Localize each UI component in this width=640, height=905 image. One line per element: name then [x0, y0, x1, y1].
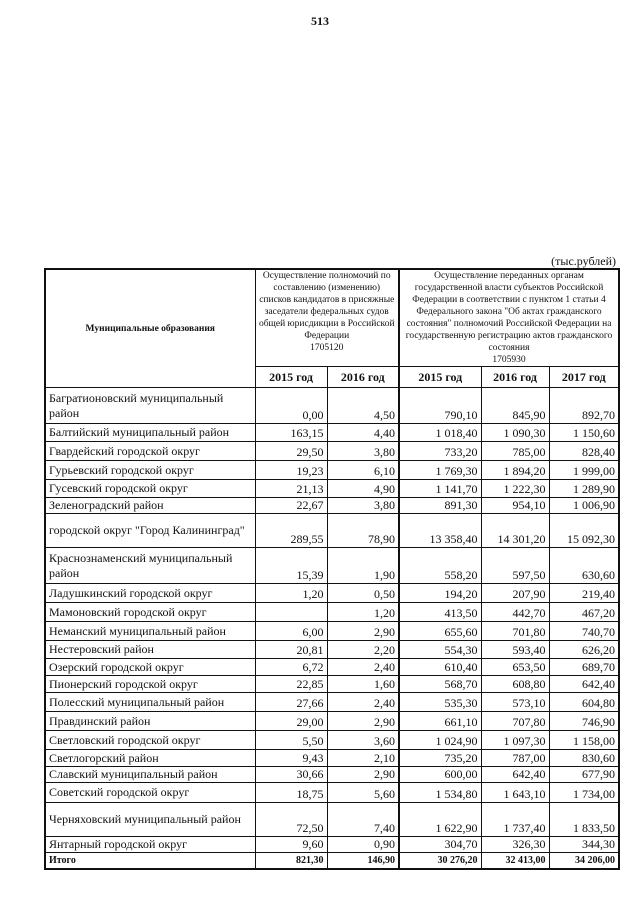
table-row [45, 676, 619, 693]
value-cell: 3,80 [327, 498, 399, 514]
value-cell: 22,67 [255, 498, 327, 514]
municipality-name: Полесский муниципальный район [45, 693, 255, 712]
value-cell: 1 006,90 [549, 498, 619, 514]
value-cell: 746,90 [549, 712, 619, 731]
table-row [45, 461, 619, 480]
value-cell: 1 289,90 [549, 480, 619, 498]
table-row [45, 388, 619, 424]
total-value-cell: 821,30 [255, 853, 327, 870]
value-cell: 18,75 [255, 783, 327, 803]
value-cell: 1 097,30 [481, 731, 549, 750]
value-cell: 653,50 [481, 659, 549, 676]
value-cell: 845,90 [481, 388, 549, 424]
value-cell: 787,00 [481, 750, 549, 767]
table-row [45, 584, 619, 603]
value-cell: 7,40 [327, 803, 399, 837]
value-cell: 194,20 [399, 584, 481, 603]
municipality-name: Янтарный городской округ [45, 837, 255, 853]
value-cell: 642,40 [481, 767, 549, 783]
value-cell: 2,90 [327, 622, 399, 641]
value-cell: 0,00 [255, 388, 327, 424]
group-2-code: 1705930 [492, 355, 526, 365]
table-row [45, 693, 619, 712]
value-cell: 4,40 [327, 424, 399, 442]
value-cell: 1 018,40 [399, 424, 481, 442]
value-cell: 22,85 [255, 676, 327, 693]
value-cell: 1 894,20 [481, 461, 549, 480]
value-cell: 630,60 [549, 548, 619, 584]
municipality-name: Ладушкинский городской округ [45, 584, 255, 603]
value-cell: 535,30 [399, 693, 481, 712]
total-value-cell: 30 276,20 [399, 853, 481, 870]
value-cell: 626,20 [549, 641, 619, 659]
value-cell: 1 150,60 [549, 424, 619, 442]
value-cell: 5,60 [327, 783, 399, 803]
table-row [45, 498, 619, 514]
total-row [45, 853, 619, 870]
value-cell: 6,72 [255, 659, 327, 676]
header-group-1 [255, 269, 399, 367]
municipality-name: Светлогорский район [45, 750, 255, 767]
municipality-name: Багратионовский муниципальный район [45, 388, 255, 424]
value-cell: 72,50 [255, 803, 327, 837]
value-cell: 21,13 [255, 480, 327, 498]
municipality-name: Правдинский район [45, 712, 255, 731]
page-number: 513 [311, 14, 329, 28]
budget-table [44, 268, 620, 870]
value-cell: 19,23 [255, 461, 327, 480]
value-cell: 15,39 [255, 548, 327, 584]
value-cell: 15 092,30 [549, 514, 619, 548]
value-cell: 2,10 [327, 750, 399, 767]
table-row [45, 712, 619, 731]
municipality-name: Гусевский городской округ [45, 480, 255, 498]
value-cell: 735,20 [399, 750, 481, 767]
value-cell: 707,80 [481, 712, 549, 731]
value-cell: 828,40 [549, 442, 619, 461]
value-cell: 604,80 [549, 693, 619, 712]
value-cell: 2,40 [327, 659, 399, 676]
value-cell: 304,70 [399, 837, 481, 853]
value-cell: 790,10 [399, 388, 481, 424]
value-cell: 573,10 [481, 693, 549, 712]
municipality-name: Черняховский муниципальный район [45, 803, 255, 837]
value-cell: 600,00 [399, 767, 481, 783]
year-header: 2015 год [255, 367, 327, 388]
municipality-name: Озерский городской округ [45, 659, 255, 676]
total-label: Итого [45, 853, 255, 870]
value-cell: 689,70 [549, 659, 619, 676]
total-value-cell: 146,90 [327, 853, 399, 870]
table-row [45, 548, 619, 584]
value-cell: 740,70 [549, 622, 619, 641]
value-cell: 1,20 [327, 603, 399, 622]
value-cell: 1 622,90 [399, 803, 481, 837]
value-cell: 2,90 [327, 767, 399, 783]
header-municipal: Муниципальные образования [45, 269, 255, 388]
table-row [45, 514, 619, 548]
municipality-name: Гвардейский городской округ [45, 442, 255, 461]
value-cell: 29,50 [255, 442, 327, 461]
value-cell: 14 301,20 [481, 514, 549, 548]
value-cell: 1 643,10 [481, 783, 549, 803]
municipality-name: Краснознаменский муниципальный район [45, 548, 255, 584]
year-header: 2016 год [481, 367, 549, 388]
value-cell: 29,00 [255, 712, 327, 731]
value-cell: 1,90 [327, 548, 399, 584]
value-cell: 6,10 [327, 461, 399, 480]
units-note: (тыс.рублей) [551, 254, 616, 268]
table-row [45, 731, 619, 750]
value-cell: 207,90 [481, 584, 549, 603]
value-cell: 1 024,90 [399, 731, 481, 750]
year-header: 2017 год [549, 367, 619, 388]
municipality-name: Зеленоградский район [45, 498, 255, 514]
value-cell: 1 999,00 [549, 461, 619, 480]
value-cell: 1,60 [327, 676, 399, 693]
value-cell: 1,20 [255, 584, 327, 603]
value-cell: 1 734,00 [549, 783, 619, 803]
municipality-name: Балтийский муниципальный район [45, 424, 255, 442]
municipality-name: Советский городской округ [45, 783, 255, 803]
value-cell: 0,50 [327, 584, 399, 603]
value-cell: 6,00 [255, 622, 327, 641]
municipality-name: Нестеровский район [45, 641, 255, 659]
value-cell: 892,70 [549, 388, 619, 424]
value-cell: 219,40 [549, 584, 619, 603]
value-cell: 13 358,40 [399, 514, 481, 548]
municipality-name: Светловский городской округ [45, 731, 255, 750]
value-cell: 1 222,30 [481, 480, 549, 498]
value-cell: 597,50 [481, 548, 549, 584]
value-cell: 1 158,00 [549, 731, 619, 750]
header-row-groups [45, 269, 619, 367]
value-cell: 701,80 [481, 622, 549, 641]
value-cell: 785,00 [481, 442, 549, 461]
value-cell: 1 737,40 [481, 803, 549, 837]
value-cell: 0,90 [327, 837, 399, 853]
value-cell: 677,90 [549, 767, 619, 783]
value-cell: 642,40 [549, 676, 619, 693]
table-row [45, 442, 619, 461]
table-row [45, 750, 619, 767]
value-cell: 3,60 [327, 731, 399, 750]
value-cell: 2,40 [327, 693, 399, 712]
value-cell: 289,55 [255, 514, 327, 548]
table-row [45, 424, 619, 442]
value-cell: 661,10 [399, 712, 481, 731]
value-cell: 442,70 [481, 603, 549, 622]
value-cell: 78,90 [327, 514, 399, 548]
value-cell: 4,50 [327, 388, 399, 424]
value-cell: 1 090,30 [481, 424, 549, 442]
municipality-name: Мамоновский городской округ [45, 603, 255, 622]
table-row [45, 803, 619, 837]
value-cell: 344,30 [549, 837, 619, 853]
value-cell: 326,30 [481, 837, 549, 853]
table-row [45, 783, 619, 803]
table-row [45, 622, 619, 641]
municipality-name: Пионерский городской округ [45, 676, 255, 693]
value-cell: 891,30 [399, 498, 481, 514]
year-header: 2015 год [399, 367, 481, 388]
table-row [45, 659, 619, 676]
group-1-title: Осуществление полномочий по составлению (изменению) списков кандидатов в присяжные заседатели федеральных судов общей юрисдикции в Российской Федерации [258, 271, 395, 341]
value-cell: 593,40 [481, 641, 549, 659]
municipality-name: Славский муниципальный район [45, 767, 255, 783]
table-body [45, 388, 619, 870]
municipality-name: Гурьевский городской округ [45, 461, 255, 480]
value-cell: 27,66 [255, 693, 327, 712]
value-cell: 3,80 [327, 442, 399, 461]
municipality-name: Неманский муниципальный район [45, 622, 255, 641]
value-cell: 1 769,30 [399, 461, 481, 480]
value-cell: 9,43 [255, 750, 327, 767]
value-cell: 733,20 [399, 442, 481, 461]
value-cell: 2,90 [327, 712, 399, 731]
value-cell: 30,66 [255, 767, 327, 783]
table-row [45, 641, 619, 659]
value-cell: 558,20 [399, 548, 481, 584]
table-row [45, 480, 619, 498]
group-1-code: 1705120 [310, 343, 344, 353]
value-cell: 1 534,80 [399, 783, 481, 803]
value-cell: 1 141,70 [399, 480, 481, 498]
table-row [45, 603, 619, 622]
value-cell: 2,20 [327, 641, 399, 659]
table-row [45, 767, 619, 783]
value-cell: 610,40 [399, 659, 481, 676]
group-2-title: Осуществление переданных органам государственной власти субъектов Российской Федерации в соответствии с пунктом 1 статьи 4 Федерального закона "Об актах гражданского состояния" полномочий Российской Федерации на государственную регистрацию актов гражданского состояния [405, 271, 613, 353]
value-cell: 9,60 [255, 837, 327, 853]
value-cell: 568,70 [399, 676, 481, 693]
value-cell [255, 603, 327, 622]
value-cell: 608,80 [481, 676, 549, 693]
value-cell: 1 833,50 [549, 803, 619, 837]
value-cell: 830,60 [549, 750, 619, 767]
total-value-cell: 34 206,00 [549, 853, 619, 870]
table-row [45, 837, 619, 853]
value-cell: 4,90 [327, 480, 399, 498]
value-cell: 20,81 [255, 641, 327, 659]
value-cell: 554,30 [399, 641, 481, 659]
value-cell: 163,15 [255, 424, 327, 442]
value-cell: 413,50 [399, 603, 481, 622]
value-cell: 954,10 [481, 498, 549, 514]
value-cell: 467,20 [549, 603, 619, 622]
year-header: 2016 год [327, 367, 399, 388]
municipality-name: городской округ "Город Калининград" [45, 514, 255, 548]
value-cell: 655,60 [399, 622, 481, 641]
header-group-2 [399, 269, 619, 367]
total-value-cell: 32 413,00 [481, 853, 549, 870]
value-cell: 5,50 [255, 731, 327, 750]
